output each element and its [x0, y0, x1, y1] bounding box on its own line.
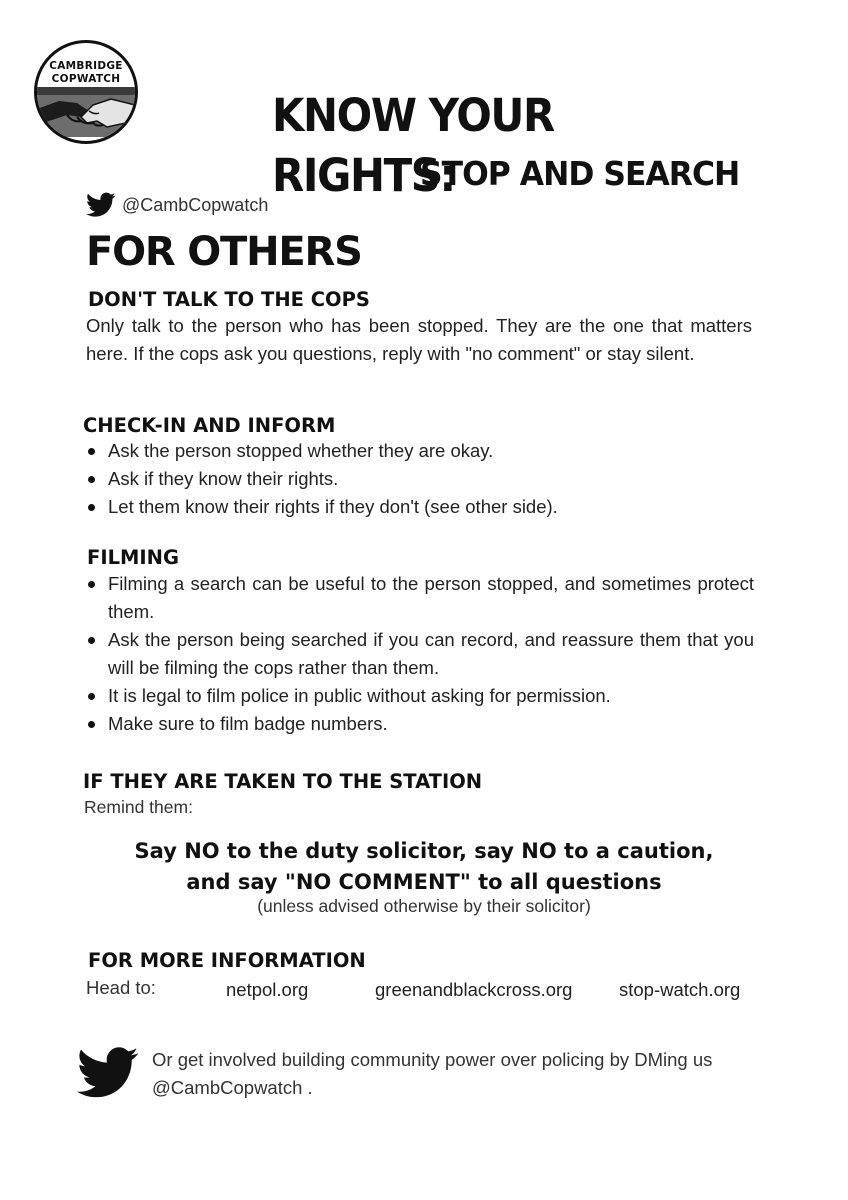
link-netpol[interactable]: netpol.org — [226, 979, 309, 1000]
link-stop-watch[interactable]: stop-watch.org — [619, 979, 741, 1000]
logo-line2: COPWATCH — [51, 73, 121, 85]
handshake-icon — [37, 87, 135, 137]
list-item: Ask if they know their rights. — [84, 465, 754, 493]
link-greenandblackcross[interactable]: greenandblackcross.org — [375, 979, 573, 1000]
list-item: Ask the person stopped whether they are okay. — [84, 437, 754, 465]
main-title: KNOW YOUR RIGHTS: — [272, 89, 554, 202]
list-item: Ask the person being searched if you can record, and reassure them that you will be filming the cops rather than them. — [84, 626, 754, 682]
logo-line1: CAMBRIDGE — [49, 60, 123, 72]
dont-talk-heading: DON'T TALK TO THE COPS — [88, 288, 370, 311]
sub-title: STOP AND SEARCH — [420, 154, 740, 193]
list-item: Let them know their rights if they don't (see other side). — [84, 493, 754, 521]
twitter-handle-row — [86, 190, 268, 220]
dont-talk-text: Only talk to the person who has been stopped. They are the one that matters here. If the cops ask you questions, reply with "no comment" or stay silent. — [86, 315, 752, 364]
say-no-line2: and say "NO COMMENT" to all questions — [186, 870, 662, 894]
head-to-label: Head to: — [86, 977, 156, 998]
twitter-bird-icon — [76, 1047, 140, 1099]
twitter-handle: @CambCopwatch — [122, 194, 269, 215]
check-in-list — [84, 437, 754, 521]
twitter-icon — [86, 192, 116, 218]
logo — [34, 40, 138, 144]
unless-note: (unless advised otherwise by their solicitor) — [257, 896, 591, 916]
section-title: FOR OTHERS — [86, 229, 362, 275]
list-item: It is legal to film police in public without asking for permission. — [84, 682, 754, 710]
footer-text: Or get involved building community power over policing by DMing us @CambCopwatch . — [152, 1049, 713, 1098]
list-item: Filming a search can be useful to the person stopped, and sometimes protect them. — [84, 570, 754, 626]
say-no-statement — [84, 836, 764, 898]
filming-heading: FILMING — [87, 546, 179, 569]
say-no-line1: Say NO to the duty solicitor, say NO to a caution, — [134, 839, 714, 863]
filming-list — [84, 570, 754, 738]
check-in-heading: CHECK-IN AND INFORM — [83, 414, 336, 437]
list-item: Make sure to film badge numbers. — [84, 710, 754, 738]
remind-text: Remind them: — [84, 797, 193, 817]
more-info-heading: FOR MORE INFORMATION — [88, 949, 366, 972]
station-heading: IF THEY ARE TAKEN TO THE STATION — [83, 770, 483, 793]
